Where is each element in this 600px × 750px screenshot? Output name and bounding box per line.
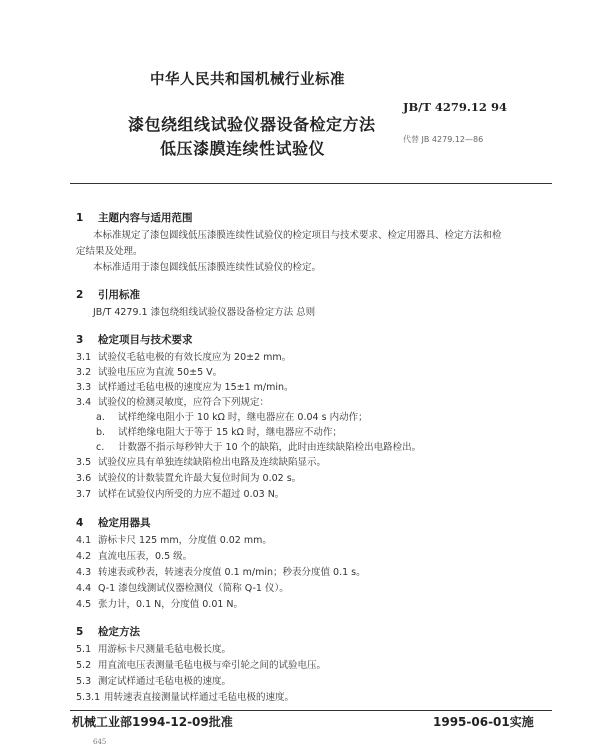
clause-3-4-b: b. 试样绝缘电阻大于等于 15 kΩ 时，继电器应不动作； xyxy=(96,427,342,438)
section-2-heading: 2 引用标准 xyxy=(76,289,140,301)
clause-3-4-c: c. 计数器不指示每秒钟大于 10 个的缺陷，此时由连续缺陷检出电路检出。 xyxy=(96,442,422,453)
issuing-body: 中华人民共和国机械行业标准 xyxy=(150,72,345,88)
clause-3-1: 3.1 试验仪毛毡电极的有效长度应为 20±2 mm。 xyxy=(76,352,292,363)
title-line-1: 漆包绕组线试验仪器设备检定方法 xyxy=(128,115,376,134)
section-1-para-1b: 定结果及处理。 xyxy=(76,246,143,257)
section-5-heading: 5 检定方法 xyxy=(76,626,140,638)
clause-3-4: 3.4 试验仪的检测灵敏度，应符合下列规定： xyxy=(76,397,270,408)
clause-5-2: 5.2 用直流电压表测量毛毡电极与牵引轮之间的试验电压。 xyxy=(76,660,327,671)
standard-number: JB/T 4279.12 94 xyxy=(403,100,507,114)
section-4-heading: 4 检定用器具 xyxy=(76,517,151,529)
effective-date: 1995-06-01实施 xyxy=(433,715,534,729)
section-1-para-1a: 本标准规定了漆包圆线低压漆膜连续性试验仪的检定项目与技术要求、检定用器具、检定方法和检 xyxy=(93,230,502,241)
header-divider xyxy=(70,183,552,184)
title-line-2: 低压漆膜连续性试验仪 xyxy=(160,139,326,158)
section-3-heading: 3 检定项目与技术要求 xyxy=(76,334,193,346)
clause-3-2: 3.2 试验电压应为直流 50±5 V。 xyxy=(76,367,223,378)
footer-divider xyxy=(70,710,552,711)
clause-3-7: 3.7 试样在试验仪内所受的力应不超过 0.03 N。 xyxy=(76,489,285,500)
clause-3-6: 3.6 试验仪的计数装置允许最大复位时间为 0.02 s。 xyxy=(76,473,302,484)
clause-5-1: 5.1 用游标卡尺测量毛毡电极长度。 xyxy=(76,644,232,655)
clause-5-3-1: 5.3.1 用转速表直接测量试样通过毛毡电极的速度。 xyxy=(76,692,295,703)
section-1-para-2: 本标准适用于漆包圆线低压漆膜连续性试验仪的检定。 xyxy=(93,262,322,273)
section-2-reference: JB/T 4279.1 漆包绕组线试验仪器设备检定方法 总则 xyxy=(93,307,316,318)
clause-4-4: 4.4 Q-1 漆包线测试仪器检测仪（简称 Q-1 仪）。 xyxy=(76,583,289,594)
replaces-note: 代替 JB 4279.12—86 xyxy=(403,135,484,144)
page-number: 645 xyxy=(93,738,107,746)
clause-3-4-a: a. 试样绝缘电阻小于 10 kΩ 时，继电器应在 0.04 s 内动作； xyxy=(96,412,368,423)
clause-3-5: 3.5 试验仪应具有单独连续缺陷检出电路及连续缺陷显示。 xyxy=(76,457,327,468)
clause-4-3: 4.3 转速表或秒表，转速表分度值 0.1 m/min；秒表分度值 0.1 s。 xyxy=(76,567,366,578)
section-1-heading: 1 主题内容与适用范围 xyxy=(76,212,193,224)
clause-3-3: 3.3 试样通过毛毡电极的速度应为 15±1 m/min。 xyxy=(76,382,294,393)
clause-5-3: 5.3 测定试样通过毛毡电极的速度。 xyxy=(76,676,232,687)
clause-4-5: 4.5 张力计，0.1 N，分度值 0.01 N。 xyxy=(76,599,244,610)
clause-4-1: 4.1 游标卡尺 125 mm，分度值 0.02 mm。 xyxy=(76,535,272,546)
clause-4-2: 4.2 直流电压表，0.5 级。 xyxy=(76,551,193,562)
approval-date: 机械工业部1994-12-09批准 xyxy=(72,715,233,729)
